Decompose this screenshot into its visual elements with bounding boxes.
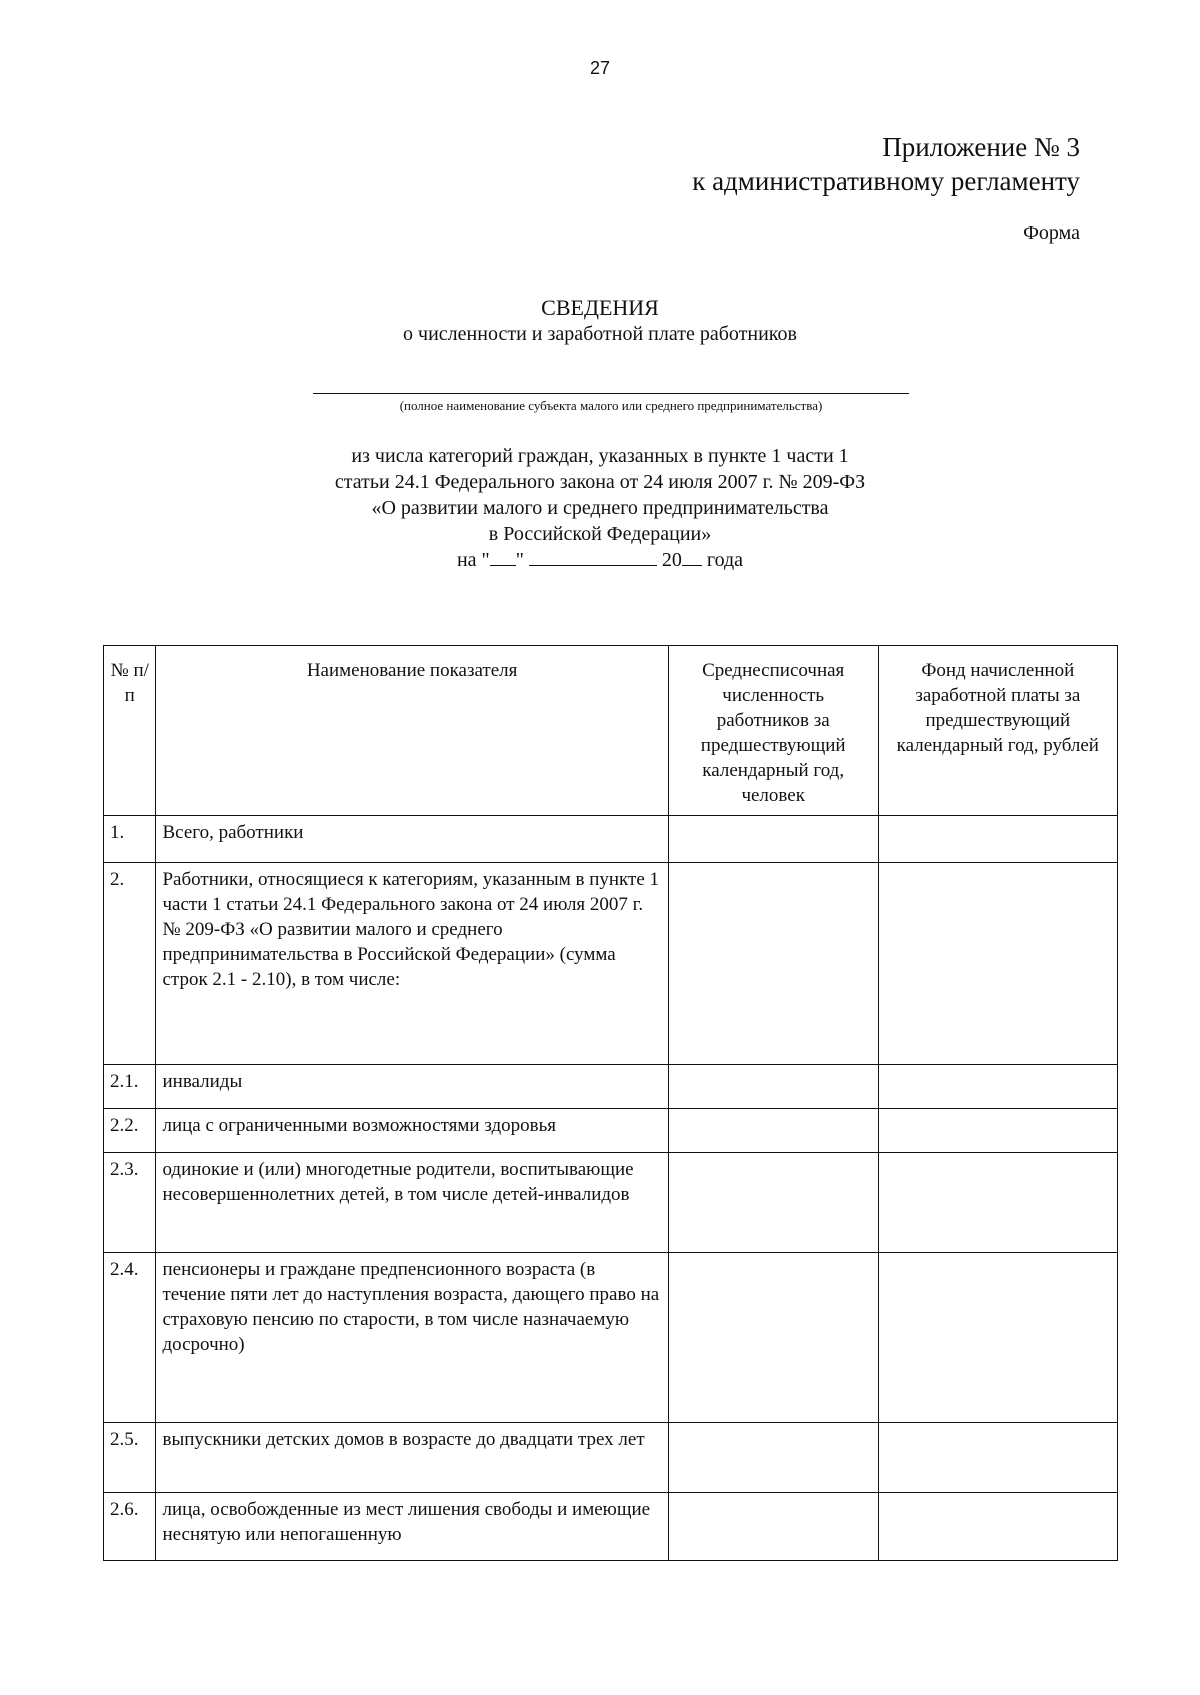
date-year: 20 xyxy=(661,549,682,571)
form-label: Форма xyxy=(1023,222,1080,244)
table-row xyxy=(104,1153,1118,1253)
year-blank xyxy=(682,547,702,566)
table-row xyxy=(104,1493,1118,1561)
page-number: 27 xyxy=(589,58,611,78)
row-count xyxy=(668,863,878,1065)
entity-name-line xyxy=(313,393,909,394)
document-subtitle: о численности и заработной плате работников xyxy=(403,323,797,345)
basis-line-2: статьи 24.1 Федерального закона от 24 июля 2007 г. № 209-ФЗ xyxy=(334,471,866,493)
appendix-heading xyxy=(692,130,1080,198)
row-num: 2.4. xyxy=(104,1253,156,1423)
row-name: лица с ограниченными возможностями здоровья xyxy=(156,1109,668,1153)
header-num: № п/п xyxy=(104,646,156,816)
date-prefix: на " xyxy=(456,549,490,571)
row-name: пенсионеры и граждане предпенсионного возраста (в течение пяти лет до наступления возраста, дающего право на страховую пенсию по старости, в том числе назначаемую досрочно) xyxy=(156,1253,668,1423)
month-blank xyxy=(529,547,657,566)
document-title: СВЕДЕНИЯ xyxy=(541,295,659,320)
appendix-line-1: Приложение № 3 xyxy=(882,132,1080,162)
row-fund xyxy=(878,1109,1117,1153)
row-fund xyxy=(878,816,1117,863)
row-name: инвалиды xyxy=(156,1065,668,1109)
entity-name-caption: (полное наименование субъекта малого или среднего предпринимательства) xyxy=(399,398,823,413)
row-name: Всего, работники xyxy=(156,816,668,863)
row-count xyxy=(668,1153,878,1253)
basis-line-4: в Российской Федерации» xyxy=(488,523,712,545)
report-date-line xyxy=(0,547,1200,573)
employees-table xyxy=(103,645,1118,1561)
row-fund xyxy=(878,1153,1117,1253)
basis-line-1: из числа категорий граждан, указанных в пункте 1 части 1 xyxy=(351,445,849,467)
row-fund xyxy=(878,1423,1117,1493)
header-fund: Фонд начисленной заработной платы за предшествующий календарный год, рублей xyxy=(878,646,1117,816)
row-num: 2.2. xyxy=(104,1109,156,1153)
header-name: Наименование показателя xyxy=(156,646,668,816)
row-num: 1. xyxy=(104,816,156,863)
row-count xyxy=(668,1423,878,1493)
date-suffix: года xyxy=(706,549,744,571)
row-count xyxy=(668,1065,878,1109)
basis-line-3: «О развитии малого и среднего предпринимательства xyxy=(371,497,829,519)
row-name: выпускники детских домов в возрасте до двадцати трех лет xyxy=(156,1423,668,1493)
row-num: 2.5. xyxy=(104,1423,156,1493)
table-header-row xyxy=(104,646,1118,816)
table-row xyxy=(104,1065,1118,1109)
table-row xyxy=(104,863,1118,1065)
row-name: Работники, относящиеся к категориям, указанным в пункте 1 части 1 статьи 24.1 Федерального закона от 24 июля 2007 г. № 209-ФЗ «О развитии малого и среднего предпринимательства в Российской Федерации» (сумма строк 2.1 - 2.10), в том числе: xyxy=(156,863,668,1065)
row-fund xyxy=(878,1065,1117,1109)
row-fund xyxy=(878,863,1117,1065)
table-row xyxy=(104,1423,1118,1493)
row-num: 2.3. xyxy=(104,1153,156,1253)
date-mid: " xyxy=(515,549,524,571)
row-fund xyxy=(878,1493,1117,1561)
row-num: 2.1. xyxy=(104,1065,156,1109)
row-name: лица, освобожденные из мест лишения свободы и имеющие неснятую или непогашенную xyxy=(156,1493,668,1561)
legal-basis xyxy=(0,443,1200,573)
row-count xyxy=(668,1253,878,1423)
document-header xyxy=(0,295,1200,347)
table-row xyxy=(104,1253,1118,1423)
day-blank xyxy=(490,547,516,566)
row-num: 2. xyxy=(104,863,156,1065)
table-row xyxy=(104,1109,1118,1153)
row-num: 2.6. xyxy=(104,1493,156,1561)
header-count: Среднесписочная численность работников за предшествующий календарный год, человек xyxy=(668,646,878,816)
row-count xyxy=(668,1109,878,1153)
table-row xyxy=(104,816,1118,863)
row-name: одинокие и (или) многодетные родители, воспитывающие несовершеннолетних детей, в том числе детей-инвалидов xyxy=(156,1153,668,1253)
row-count xyxy=(668,1493,878,1561)
row-fund xyxy=(878,1253,1117,1423)
row-count xyxy=(668,816,878,863)
appendix-line-2: к административному регламенту xyxy=(692,166,1080,196)
